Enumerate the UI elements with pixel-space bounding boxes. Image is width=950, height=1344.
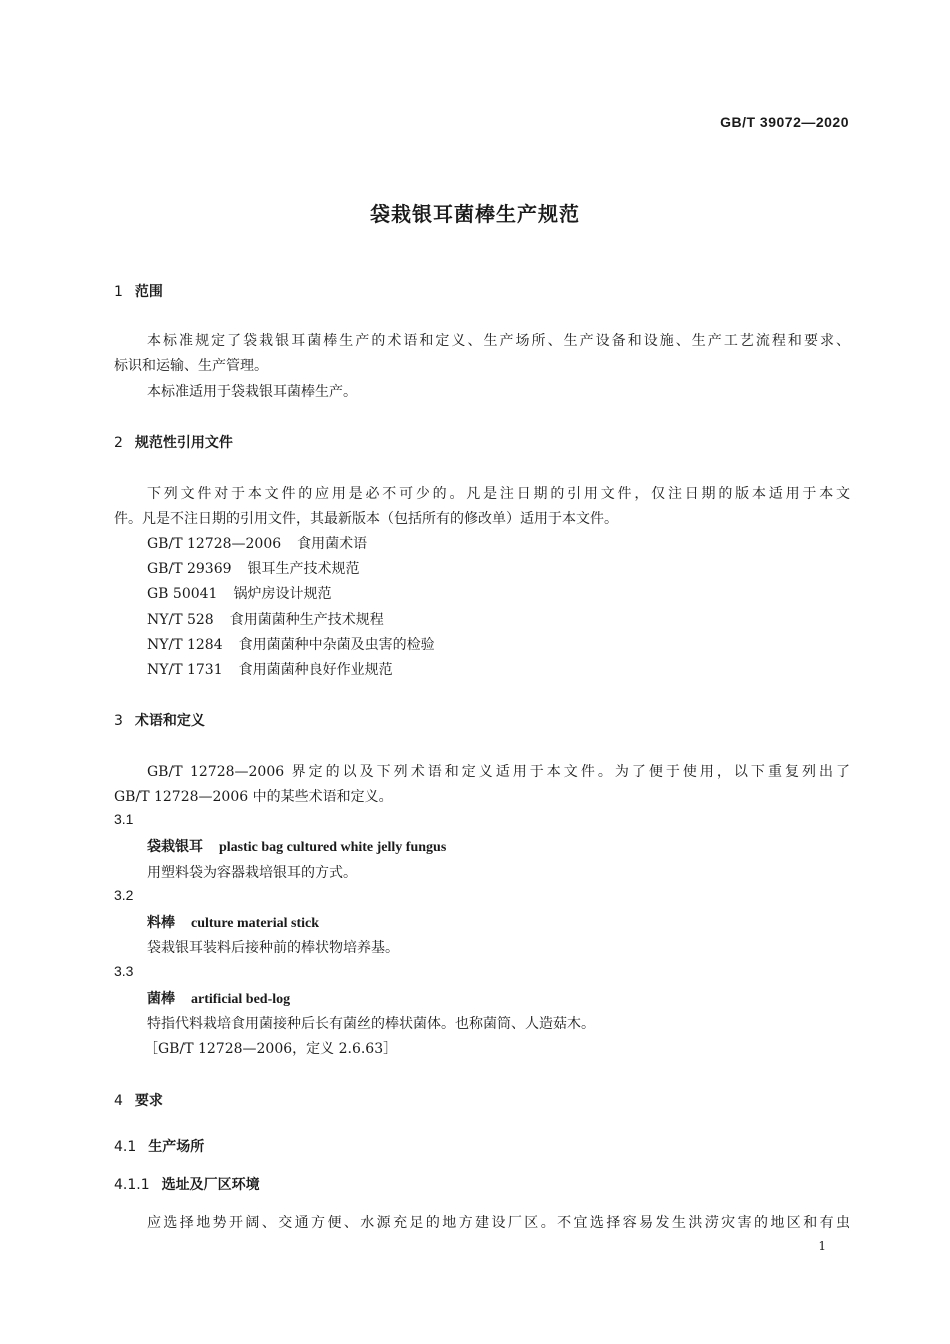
section-4-heading xyxy=(114,1090,163,1110)
term-english: culture material stick xyxy=(191,916,320,931)
section-1-heading xyxy=(114,281,163,301)
paragraph-line: GB/T 12728—2006 界定的以及下列术语和定义适用于本文件。为了便于使用，以下重复列出了 xyxy=(147,764,850,780)
reference-title: 食用菌菌种生产技术规程 xyxy=(229,612,384,628)
standard-code: GB/T 39072—2020 xyxy=(720,114,849,130)
term-definition: 特指代料栽培食用菌接种后长有菌丝的棒状菌体。也称菌筒、人造菇木。 xyxy=(147,1016,595,1032)
reference-item xyxy=(147,634,435,654)
section-title: 范围 xyxy=(134,284,163,300)
subsection-4-1-1-heading xyxy=(114,1174,260,1194)
section-title: 术语和定义 xyxy=(134,713,205,729)
section-number: 4.1.1 xyxy=(114,1177,150,1193)
section-title: 选址及厂区环境 xyxy=(161,1177,260,1193)
section-number: 1 xyxy=(114,284,123,300)
paragraph-line: 本标准规定了袋栽银耳菌棒生产的术语和定义、生产场所、生产设备和设施、生产工艺流程和要求、 xyxy=(147,333,850,349)
reference-title: 食用菌菌种良好作业规范 xyxy=(238,662,393,678)
section-2-heading xyxy=(114,432,233,452)
section-number: 3 xyxy=(114,713,123,729)
reference-code: NY/T 1731 xyxy=(147,662,223,678)
term-number: 3.2 xyxy=(114,887,134,903)
section-number: 4 xyxy=(114,1093,123,1109)
page-number: 1 xyxy=(818,1239,826,1253)
reference-item xyxy=(147,533,367,553)
term-definition: 用塑料袋为容器栽培银耳的方式。 xyxy=(147,865,357,881)
reference-code: GB 50041 xyxy=(147,586,218,602)
reference-title: 食用菌菌种中杂菌及虫害的检验 xyxy=(238,637,435,653)
reference-item xyxy=(147,609,384,629)
section-title: 规范性引用文件 xyxy=(134,435,233,451)
paragraph-line: 应选择地势开阔、交通方便、水源充足的地方建设厂区。不宜选择容易发生洪涝灾害的地区和有虫 xyxy=(147,1215,850,1231)
reference-code: GB/T 29369 xyxy=(147,561,232,577)
term-heading xyxy=(147,836,446,856)
reference-title: 锅炉房设计规范 xyxy=(233,586,332,602)
section-title: 生产场所 xyxy=(148,1139,205,1155)
term-number: 3.1 xyxy=(114,811,134,827)
reference-title: 食用菌术语 xyxy=(297,536,368,552)
term-chinese: 袋栽银耳 xyxy=(147,839,203,855)
paragraph-line: 件。凡是不注日期的引用文件，其最新版本（包括所有的修改单）适用于本文件。 xyxy=(114,511,618,527)
reference-code: NY/T 1284 xyxy=(147,637,223,653)
section-number: 2 xyxy=(114,435,123,451)
reference-code: GB/T 12728—2006 xyxy=(147,536,282,552)
term-heading xyxy=(147,988,290,1008)
paragraph-line: 下列文件对于本文件的应用是必不可少的。凡是注日期的引用文件，仅注日期的版本适用于本文 xyxy=(147,486,850,502)
term-source: ［GB/T 12728—2006，定义 2.6.63］ xyxy=(144,1041,398,1057)
term-english: artificial bed-log xyxy=(191,992,291,1007)
section-3-heading xyxy=(114,710,205,730)
reference-code: NY/T 528 xyxy=(147,612,214,628)
paragraph-line: 标识和运输、生产管理。 xyxy=(114,358,268,374)
paragraph: 本标准适用于袋栽银耳菌棒生产。 xyxy=(147,384,357,400)
term-english: plastic bag cultured white jelly fungus xyxy=(219,840,447,855)
term-number: 3.3 xyxy=(114,963,134,979)
paragraph-line: GB/T 12728—2006 中的某些术语和定义。 xyxy=(114,789,393,805)
term-heading xyxy=(147,912,319,932)
subsection-4-1-heading xyxy=(114,1136,204,1156)
section-title: 要求 xyxy=(134,1093,163,1109)
reference-item xyxy=(147,558,360,578)
term-chinese: 料棒 xyxy=(147,915,175,931)
document-title: 袋栽银耳菌棒生产规范 xyxy=(370,202,580,226)
reference-item xyxy=(147,659,393,679)
term-chinese: 菌棒 xyxy=(147,991,175,1007)
reference-title: 银耳生产技术规范 xyxy=(247,561,360,577)
section-number: 4.1 xyxy=(114,1139,137,1155)
reference-item xyxy=(147,583,331,603)
term-definition: 袋栽银耳装料后接种前的棒状物培养基。 xyxy=(147,940,399,956)
